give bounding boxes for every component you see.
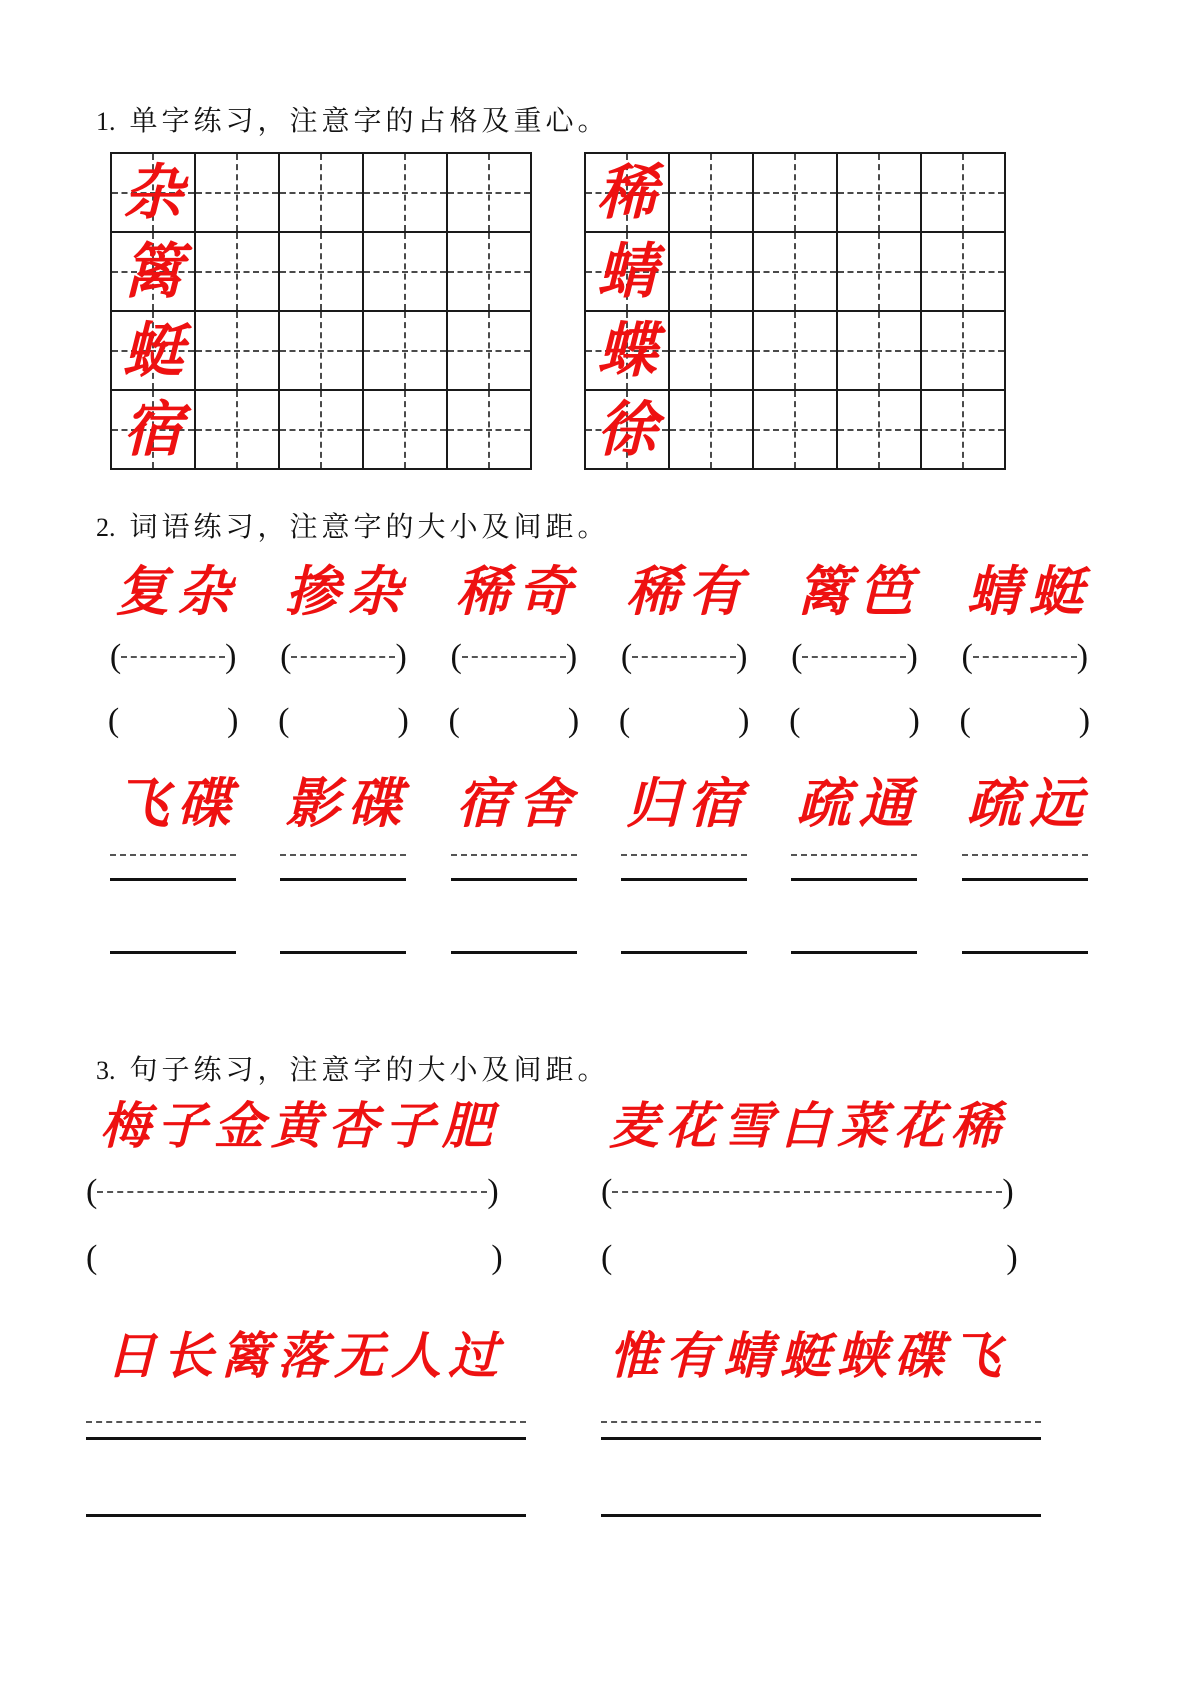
sentence-dashed-rule[interactable] <box>86 1421 526 1423</box>
grid-cell[interactable] <box>838 391 922 470</box>
character-grid-right <box>584 152 1006 470</box>
grid-cell[interactable] <box>448 391 532 470</box>
word-practice-item <box>88 771 258 954</box>
section-2-title: 词语练习，注意字的大小及间距。 <box>129 510 610 543</box>
word-writing-line[interactable] <box>791 878 917 881</box>
section-3-number: 3. <box>96 1056 116 1085</box>
word-practice-item <box>258 559 428 739</box>
grid-cell[interactable] <box>364 312 448 391</box>
model-character: 稀 <box>597 157 657 228</box>
model-word: 稀奇 <box>455 559 580 623</box>
character-grid-left <box>110 152 532 470</box>
model-character: 蜻 <box>597 236 657 307</box>
grid-cell[interactable] <box>754 312 838 391</box>
paren-close: ) <box>1076 637 1089 675</box>
sentence-answer-parens[interactable] <box>601 1238 1018 1276</box>
word-practice-item <box>429 559 599 739</box>
word-practice-item <box>769 559 939 739</box>
sentence-dashed-guide[interactable] <box>601 1172 1014 1210</box>
model-word: 归宿 <box>626 771 751 835</box>
sentence-dashed-rule[interactable] <box>601 1421 1041 1423</box>
word-answer-parens[interactable] <box>448 701 580 739</box>
model-word: 篱笆 <box>796 559 921 623</box>
grid-cell[interactable] <box>196 233 280 312</box>
word-practice-item <box>599 771 769 954</box>
paren-close: ) <box>906 637 918 675</box>
grid-cell[interactable] <box>586 391 670 470</box>
paren-close: ) <box>565 637 578 675</box>
sentence-answer-parens[interactable] <box>86 1238 503 1276</box>
paren-open: ( <box>789 701 801 739</box>
grid-cell[interactable] <box>670 312 754 391</box>
section-1-number: 1. <box>96 107 116 136</box>
word-answer-parens[interactable] <box>107 701 239 739</box>
sentence-dashed-guide[interactable] <box>86 1172 499 1210</box>
grid-cell[interactable] <box>196 391 280 470</box>
word-dashed-guide[interactable] <box>450 637 578 675</box>
paren-close: ) <box>1002 1172 1014 1210</box>
model-word: 蜻蜓 <box>966 559 1091 623</box>
paren-close: ) <box>738 701 750 739</box>
sentence-writing-line[interactable] <box>601 1514 1041 1517</box>
dashed-rule <box>802 656 906 658</box>
section-2-number: 2. <box>96 513 116 542</box>
word-dashed-guide[interactable] <box>109 637 237 675</box>
section-3-title: 句子练习，注意字的大小及间距。 <box>129 1053 610 1086</box>
paren-close: ) <box>491 1238 503 1276</box>
character-grid-left-wrap <box>110 152 532 470</box>
word-writing-line[interactable] <box>791 951 917 954</box>
section-3-heading <box>96 1048 610 1088</box>
model-character: 徐 <box>597 394 657 465</box>
paren-close: ) <box>1078 701 1091 739</box>
paren-open: ( <box>959 701 971 739</box>
word-dashed-rule[interactable] <box>451 854 577 856</box>
paren-close: ) <box>225 637 237 675</box>
word-dashed-guide[interactable] <box>280 637 407 675</box>
paren-close: ) <box>227 701 239 739</box>
grid-cell[interactable] <box>586 154 670 233</box>
word-practice-item <box>940 771 1110 954</box>
word-writing-line[interactable] <box>110 878 236 881</box>
grid-cell[interactable] <box>448 154 532 233</box>
sentence-practice-item <box>86 1096 601 1276</box>
grid-cell[interactable] <box>196 312 280 391</box>
model-word: 掺杂 <box>285 559 410 623</box>
word-practice-item <box>599 559 769 739</box>
word-answer-parens[interactable] <box>278 701 409 739</box>
grid-cell[interactable] <box>670 233 754 312</box>
paren-close: ) <box>736 637 748 675</box>
model-character: 篱 <box>123 236 183 307</box>
model-sentence: 梅子金黄杏子肥 <box>100 1096 499 1155</box>
grid-cell[interactable] <box>670 391 754 470</box>
model-word: 疏通 <box>796 771 921 835</box>
dashed-rule <box>612 1191 1002 1193</box>
sentence-practice-item <box>86 1326 601 1517</box>
grid-cell[interactable] <box>112 391 196 470</box>
grid-cell[interactable] <box>280 154 364 233</box>
paren-open: ( <box>109 637 122 675</box>
paren-open: ( <box>280 637 292 675</box>
grid-cell[interactable] <box>196 154 280 233</box>
grid-cell[interactable] <box>112 312 196 391</box>
grid-cell[interactable] <box>922 154 1006 233</box>
sentence-practice-row-1 <box>86 1096 1116 1276</box>
word-dashed-rule[interactable] <box>110 854 236 856</box>
word-answer-parens[interactable] <box>959 701 1091 739</box>
model-sentence: 日长篱落无人过 <box>106 1326 505 1385</box>
grid-cell[interactable] <box>838 312 922 391</box>
word-dashed-guide[interactable] <box>961 637 1089 675</box>
section-2-heading <box>96 505 610 545</box>
paren-open: ( <box>961 637 973 675</box>
grid-cell[interactable] <box>448 233 532 312</box>
grid-cell[interactable] <box>754 391 838 470</box>
model-character: 蝶 <box>597 315 657 386</box>
model-character: 宿 <box>123 394 183 465</box>
grid-cell[interactable] <box>922 233 1006 312</box>
grid-cell[interactable] <box>364 233 448 312</box>
sentence-practice-row-2 <box>86 1326 1116 1517</box>
grid-cell[interactable] <box>280 312 364 391</box>
model-sentence: 麦花雪白菜花稀 <box>609 1096 1008 1155</box>
word-practice-item <box>940 559 1110 739</box>
sentence-writing-line[interactable] <box>86 1437 526 1440</box>
section-1-title: 单字练习，注意字的占格及重心。 <box>129 104 610 137</box>
word-practice-item <box>429 771 599 954</box>
sentence-practice-item <box>601 1326 1116 1517</box>
paren-open: ( <box>278 701 290 739</box>
word-dashed-guide[interactable] <box>791 637 918 675</box>
paren-open: ( <box>620 637 633 675</box>
grid-cell[interactable] <box>280 391 364 470</box>
word-practice-row-2 <box>88 771 1110 954</box>
sentence-writing-line[interactable] <box>601 1437 1041 1440</box>
grid-cell[interactable] <box>838 154 922 233</box>
word-writing-line[interactable] <box>280 878 406 881</box>
dashed-rule <box>97 1191 487 1193</box>
model-word: 疏远 <box>966 771 1091 835</box>
grid-cell[interactable] <box>670 154 754 233</box>
dashed-rule <box>462 656 566 658</box>
paren-open: ( <box>86 1238 98 1276</box>
sentence-writing-line[interactable] <box>86 1514 526 1517</box>
word-practice-item <box>88 559 258 739</box>
word-writing-line[interactable] <box>451 951 577 954</box>
model-word: 飞碟 <box>115 771 240 835</box>
model-character: 杂 <box>123 157 183 228</box>
paren-close: ) <box>567 701 580 739</box>
word-answer-parens[interactable] <box>618 701 750 739</box>
paren-open: ( <box>107 701 120 739</box>
paren-close: ) <box>395 637 407 675</box>
grid-cell[interactable] <box>754 233 838 312</box>
word-dashed-guide[interactable] <box>620 637 748 675</box>
word-practice-row-1 <box>88 559 1110 739</box>
grid-cell[interactable] <box>922 391 1006 470</box>
word-writing-line[interactable] <box>110 951 236 954</box>
paren-open: ( <box>86 1172 98 1210</box>
grid-cell[interactable] <box>586 233 670 312</box>
dashed-rule <box>632 656 736 658</box>
word-writing-line[interactable] <box>621 951 747 954</box>
paren-open: ( <box>450 637 462 675</box>
grid-cell[interactable] <box>364 154 448 233</box>
word-writing-line[interactable] <box>962 951 1088 954</box>
grid-cell[interactable] <box>112 233 196 312</box>
paren-open: ( <box>601 1238 613 1276</box>
grid-cell[interactable] <box>838 233 922 312</box>
word-dashed-rule[interactable] <box>962 854 1088 856</box>
grid-cell[interactable] <box>448 312 532 391</box>
word-writing-line[interactable] <box>451 878 577 881</box>
section-1-heading <box>96 99 610 139</box>
grid-cell[interactable] <box>922 312 1006 391</box>
model-word: 宿舍 <box>455 771 580 835</box>
grid-cell[interactable] <box>280 233 364 312</box>
paren-close: ) <box>908 701 920 739</box>
paren-open: ( <box>448 701 460 739</box>
paren-close: ) <box>1006 1238 1018 1276</box>
paren-close: ) <box>487 1172 499 1210</box>
dashed-rule <box>973 656 1077 658</box>
paren-open: ( <box>791 637 803 675</box>
dashed-rule <box>291 656 395 658</box>
word-writing-line[interactable] <box>621 878 747 881</box>
character-grid-right-wrap <box>584 152 1006 470</box>
model-character: 蜓 <box>123 315 183 386</box>
grid-cell[interactable] <box>112 154 196 233</box>
word-writing-line[interactable] <box>962 878 1088 881</box>
word-dashed-rule[interactable] <box>791 854 917 856</box>
model-word: 稀有 <box>626 559 751 623</box>
grid-cell[interactable] <box>364 391 448 470</box>
paren-open: ( <box>601 1172 613 1210</box>
model-sentence: 惟有蜻蜓蛱碟飞 <box>609 1326 1008 1385</box>
word-dashed-rule[interactable] <box>280 854 406 856</box>
grid-cell[interactable] <box>586 312 670 391</box>
word-dashed-rule[interactable] <box>621 854 747 856</box>
word-answer-parens[interactable] <box>789 701 920 739</box>
paren-open: ( <box>618 701 631 739</box>
dashed-rule <box>121 656 225 658</box>
word-practice-item <box>769 771 939 954</box>
paren-close: ) <box>397 701 409 739</box>
word-writing-line[interactable] <box>280 951 406 954</box>
model-word: 复杂 <box>115 559 240 623</box>
model-word: 影碟 <box>285 771 410 835</box>
sentence-practice-item <box>601 1096 1116 1276</box>
word-practice-item <box>258 771 428 954</box>
grid-cell[interactable] <box>754 154 838 233</box>
